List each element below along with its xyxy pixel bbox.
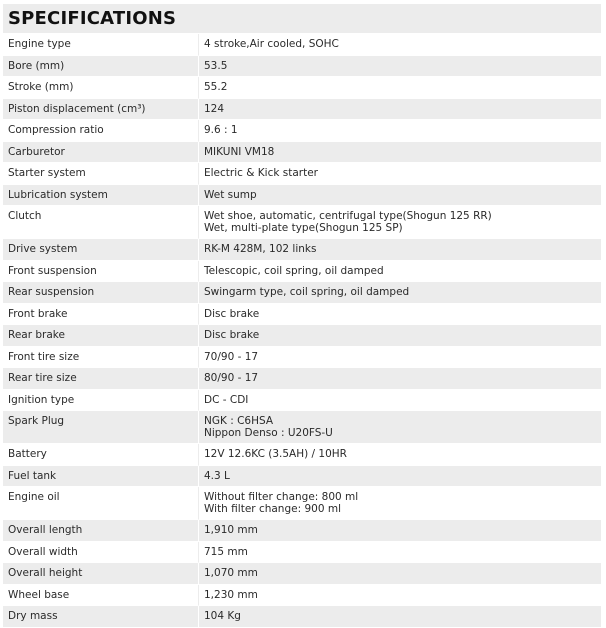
spec-value-line: Electric & Kick starter [204,167,318,179]
page-title: SPECIFICATIONS [3,4,601,34]
spec-label: Piston displacement (cm³) [3,99,199,121]
table-row [3,390,601,412]
spec-label: Fuel tank [3,466,199,488]
spec-value-line: Disc brake [204,329,260,341]
spec-label: Stroke (mm) [3,77,199,99]
spec-label: Drive system [3,239,199,261]
spec-label: Clutch [3,206,199,239]
table-row [3,487,601,520]
table-row [3,77,601,99]
spec-label: Dry mass [3,606,199,628]
spec-value-line: Wet, multi-plate type(Shogun 125 SP) [204,221,403,234]
spec-value-line: Disc brake [204,307,260,320]
spec-label: Engine type [3,34,199,56]
spec-value-line: 4 stroke,Air cooled, SOHC [204,38,339,50]
table-row [3,56,601,78]
spec-label: Front suspension [3,261,199,283]
spec-value-line: Wet sump [204,188,257,201]
table-row [3,606,601,628]
spec-value-line: 4.3 L [204,469,230,482]
spec-value [199,466,601,488]
spec-value-line: DC - CDI [204,393,249,406]
spec-value [199,142,601,164]
spec-value [199,239,601,261]
spec-value [199,411,601,444]
spec-value [199,282,601,304]
spec-label: Overall length [3,520,199,542]
table-row [3,325,601,347]
spec-value [199,77,601,99]
table-row [3,206,601,239]
table-row [3,542,601,564]
table-row [3,282,601,304]
spec-value-line: Without filter change: 800 ml [204,491,359,503]
spec-value [199,606,601,628]
spec-value [199,487,601,520]
spec-value-line: 80/90 - 17 [204,372,259,384]
specifications-panel [3,4,601,628]
spec-value [199,206,601,239]
spec-value [199,163,601,185]
spec-label: Lubrication system [3,185,199,207]
spec-value [199,34,601,56]
spec-value-line: Telescopic, coil spring, oil damped [204,264,384,277]
spec-label: Starter system [3,163,199,185]
spec-value-line: RK-M 428M, 102 links [204,243,317,255]
spec-label: Wheel base [3,585,199,607]
spec-label: Front brake [3,304,199,326]
specifications-table [3,34,601,628]
table-row [3,261,601,283]
spec-value-line: 70/90 - 17 [204,350,259,363]
spec-value [199,444,601,466]
spec-label: Front tire size [3,347,199,369]
spec-value [199,368,601,390]
table-row [3,142,601,164]
table-row [3,185,601,207]
spec-value [199,390,601,412]
spec-value-line: NGK : C6HSA [204,415,274,427]
table-row [3,347,601,369]
spec-label: Engine oil [3,487,199,520]
spec-value-line: Nippon Denso : U20FS-U [204,426,333,439]
table-row [3,585,601,607]
spec-value-line: 104 Kg [204,610,241,622]
spec-value-line: 715 mm [204,545,248,558]
table-row [3,120,601,142]
table-row [3,466,601,488]
spec-value [199,99,601,121]
spec-value [199,120,601,142]
spec-value [199,347,601,369]
spec-value [199,325,601,347]
table-row [3,239,601,261]
specifications-table-body [3,34,601,628]
spec-value-line: Swingarm type, coil spring, oil damped [204,286,410,298]
spec-value [199,542,601,564]
spec-value-line: Wet shoe, automatic, centrifugal type(Shogun 125 RR) [204,210,492,222]
spec-value-line: 124 [204,102,225,115]
spec-value-line: 9.6 : 1 [204,124,238,136]
spec-label: Rear suspension [3,282,199,304]
table-row [3,411,601,444]
spec-value-line: 53.5 [204,59,228,72]
spec-value-line: 55.2 [204,81,228,93]
table-row [3,520,601,542]
spec-value-line: 1,070 mm [204,567,258,579]
spec-value [199,185,601,207]
spec-label: Compression ratio [3,120,199,142]
spec-value [199,520,601,542]
spec-value [199,563,601,585]
spec-value-line: 1,910 mm [204,524,258,536]
spec-label: Battery [3,444,199,466]
table-row [3,304,601,326]
table-row [3,368,601,390]
spec-label: Rear brake [3,325,199,347]
spec-label: Rear tire size [3,368,199,390]
table-row [3,34,601,56]
spec-label: Overall height [3,563,199,585]
spec-label: Carburetor [3,142,199,164]
spec-value-line: With filter change: 900 ml [204,502,341,515]
spec-value-line: MIKUNI VM18 [204,145,275,158]
table-row [3,99,601,121]
spec-label: Spark Plug [3,411,199,444]
spec-label: Overall width [3,542,199,564]
spec-value [199,585,601,607]
spec-label: Ignition type [3,390,199,412]
table-row [3,444,601,466]
table-row [3,163,601,185]
spec-value-line: 12V 12.6KC (3.5AH) / 10HR [204,448,347,460]
spec-value-line: 1,230 mm [204,588,258,601]
table-row [3,563,601,585]
spec-value [199,56,601,78]
spec-value [199,261,601,283]
spec-label: Bore (mm) [3,56,199,78]
spec-value [199,304,601,326]
